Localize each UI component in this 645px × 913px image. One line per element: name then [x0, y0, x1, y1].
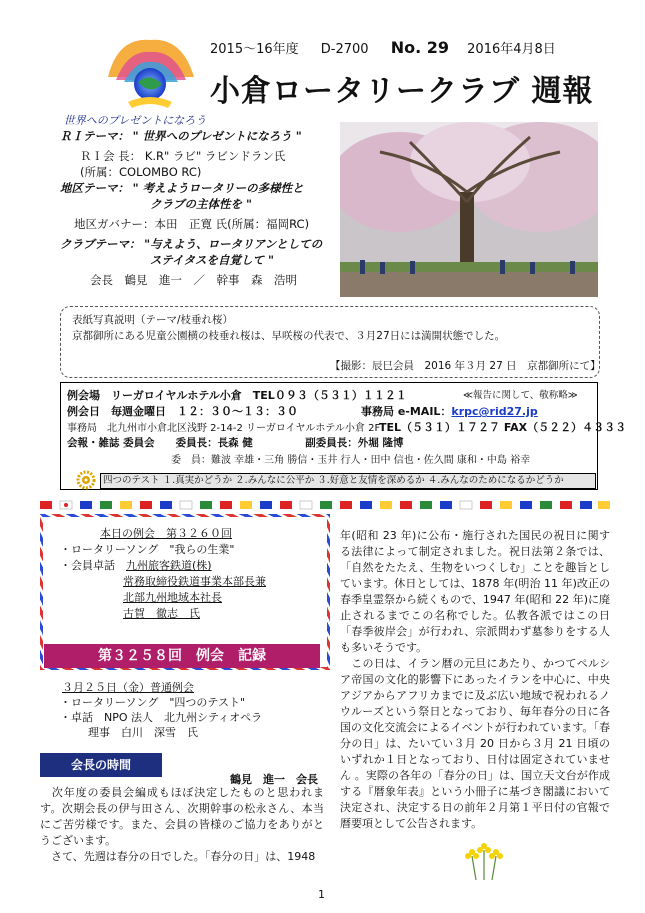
logo-caption: 世界へのプレゼントになろう [63, 114, 207, 127]
honorific-notice: ≪報告に関して、敬称略≫ [463, 390, 578, 401]
photo-caption-desc: 京都御所にある児童公園横の枝垂れ桜は、早咲桜の代表で、３月27日には満開状態でした。 [72, 330, 506, 342]
club-theme-row: クラブテーマ： "与えよう、ロータリアンとしての [60, 237, 323, 251]
todays-meeting-title: 本日の例会 第３２６０回 [100, 527, 232, 540]
cover-photo-weeping-cherry [340, 122, 598, 297]
todays-song: ・ロータリーソング "我らの生業" [60, 543, 235, 556]
rotary-wheel-icon [76, 470, 96, 490]
ri-president-row: ＲＩ会 長： K.R" ラビ" ラビンドラン氏 [80, 149, 286, 163]
record-song: ・ロータリーソング "四つのテスト" [60, 696, 246, 709]
club-theme-cont: ステイタスを自覚して " [150, 253, 274, 267]
ri-president-affil: (所属：COLOMBO RC) [80, 165, 202, 179]
presidents-time-p2: さて、先週は春分の日でした。「春分の日」は、1948 [40, 850, 316, 863]
photo-credit: 【撮影：辰巳会員 2016 年３月 27 日 京都御所にて】 [330, 360, 601, 372]
ri-theme-row: ＲＩテーマ： " 世界へのプレゼントになろう " [60, 129, 302, 143]
photo-caption-title: 表紙写真説明（テーマ/枝垂れ桜） [72, 314, 234, 326]
governor-row: 地区ガバナー：本田 正寛 氏(所属：福岡RC) [74, 217, 310, 231]
record-speech-person: 理事 白川 深雪 氏 [88, 726, 198, 739]
office-address: 事務局 北九州市小倉北区浅野 2-14-2 リーガロイヤルホテル小倉 2F [67, 423, 381, 434]
presidents-time-p1: 次年度の委員会編成もほぼ決定したものと思われます。次期会長の伊与田さん、次期幹事の松永さん、本当にご苦労様です。また、会員の皆様のご協力をありがとうございます。 [40, 786, 324, 847]
speaker-name: 古賀 徹志 氏 [123, 607, 200, 620]
committee: 会報・雑誌 委員会 委員長：長森 健 副委員長：外堀 隆博 [67, 437, 404, 449]
right-column-p1: 年(昭和 23 年)に公布・施行された国民の祝日に関する法律によって制定されました。祝日法第２条では、「自然をたたえ、生物をいつくしむ」ことを趣旨としています。休日としては、1878 年(明治 11 年)改正の春季皇霊祭から続くもので、1947 年(昭和 22 年)に廃止されるまでこの名称でした。仏教各派ではこの日「春季彼岸会」が行われ、宗派問わず墓参りをする人も多いそうです。 [340, 529, 610, 654]
record-date: ３月２５日（金）普通例会 [62, 681, 194, 694]
officers: 会長 鶴見 進一 ／ 幹事 森 浩明 [90, 273, 297, 287]
rapeseed-flowers-illustration [458, 838, 510, 880]
newsletter-title: 小倉ロータリークラブ 週報 [210, 74, 594, 109]
issue-meta [210, 38, 630, 57]
email-row: 事務局 e-MAIL：krpc@rid27.jp [361, 405, 538, 418]
president-name: 鶴見 進一 会長 [230, 773, 318, 786]
issue-date: 2016年4月8日 [467, 42, 556, 57]
four-way-test: 四つのテスト １.真実かどうか ２.みんなに公平か ３.好意と友情を深めるか ４.みんなのためになるかどうか [100, 473, 596, 489]
committee-members: 委 員：難波 幸雄・三角 勝信・玉井 行人・田中 信也・佐久間 康和・中島 裕幸 [171, 455, 531, 466]
district-number: D-2700 [320, 42, 369, 57]
speaker-title-2: 北部九州地域本社長 [123, 591, 222, 604]
email-link[interactable]: krpc@rid27.jp [451, 405, 538, 418]
speaker-title-1: 常務取締役鉄道事業本部長兼 [123, 575, 266, 588]
flags-border [40, 500, 610, 510]
meeting-record [60, 680, 262, 740]
venue: 例会場 リーガロイヤルホテル小倉 TEL０９３（５３１）１１２１ [67, 389, 407, 402]
rotary-theme-logo [98, 32, 202, 112]
record-speech: ・卓話 NPO 法人 北九州シティオペラ [60, 711, 263, 724]
office-tel-fax: TEL（５３１）１７２７ FAX（５２２）４３３３ [379, 421, 627, 434]
issue-number: No. 29 [390, 38, 450, 57]
presidents-time-header: 会長の時間 [40, 753, 162, 777]
district-theme-cont: クラブの主体性を " [150, 197, 252, 211]
presidents-time-body [40, 785, 324, 865]
meeting-record-banner: 第３２５８回 例会 記録 [44, 644, 320, 668]
right-column-p2: この日は、イラン暦の元旦にあたり、かつてペルシア帝国の文化的影響下にあったイランを中心に、中央アジアからアフリカまでに及ぶ広い地域で祝われるノウルーズという祭日となっており、毎年春分の日に各国の文化交流会によるイベントが行われています。「春分の日」は、たいてい３月 20 日から３月 21 日頃のいずれか１日となっており、日付は固定されていません 。実際の各年の「春分の日」は、国立天文台が作成する『暦象年表』という小冊子に基づき閣議において決定され、決定する日の前年２月第１平日付の官報で暦要項として公告されます。 [340, 657, 610, 830]
page-number: 1 [318, 888, 325, 901]
right-column-text [340, 528, 610, 832]
fiscal-year: 2015～16年度 [210, 42, 299, 57]
district-theme-row: 地区テーマ： " 考えようロータリーの多様性と [60, 181, 304, 195]
speaker-row: ・会員卓話 九州旅客鉄道(株) [60, 559, 212, 572]
meeting-day: 例会日 毎週金曜日 １２：３０～１３：３０ [67, 405, 298, 418]
themes-block [60, 128, 330, 288]
